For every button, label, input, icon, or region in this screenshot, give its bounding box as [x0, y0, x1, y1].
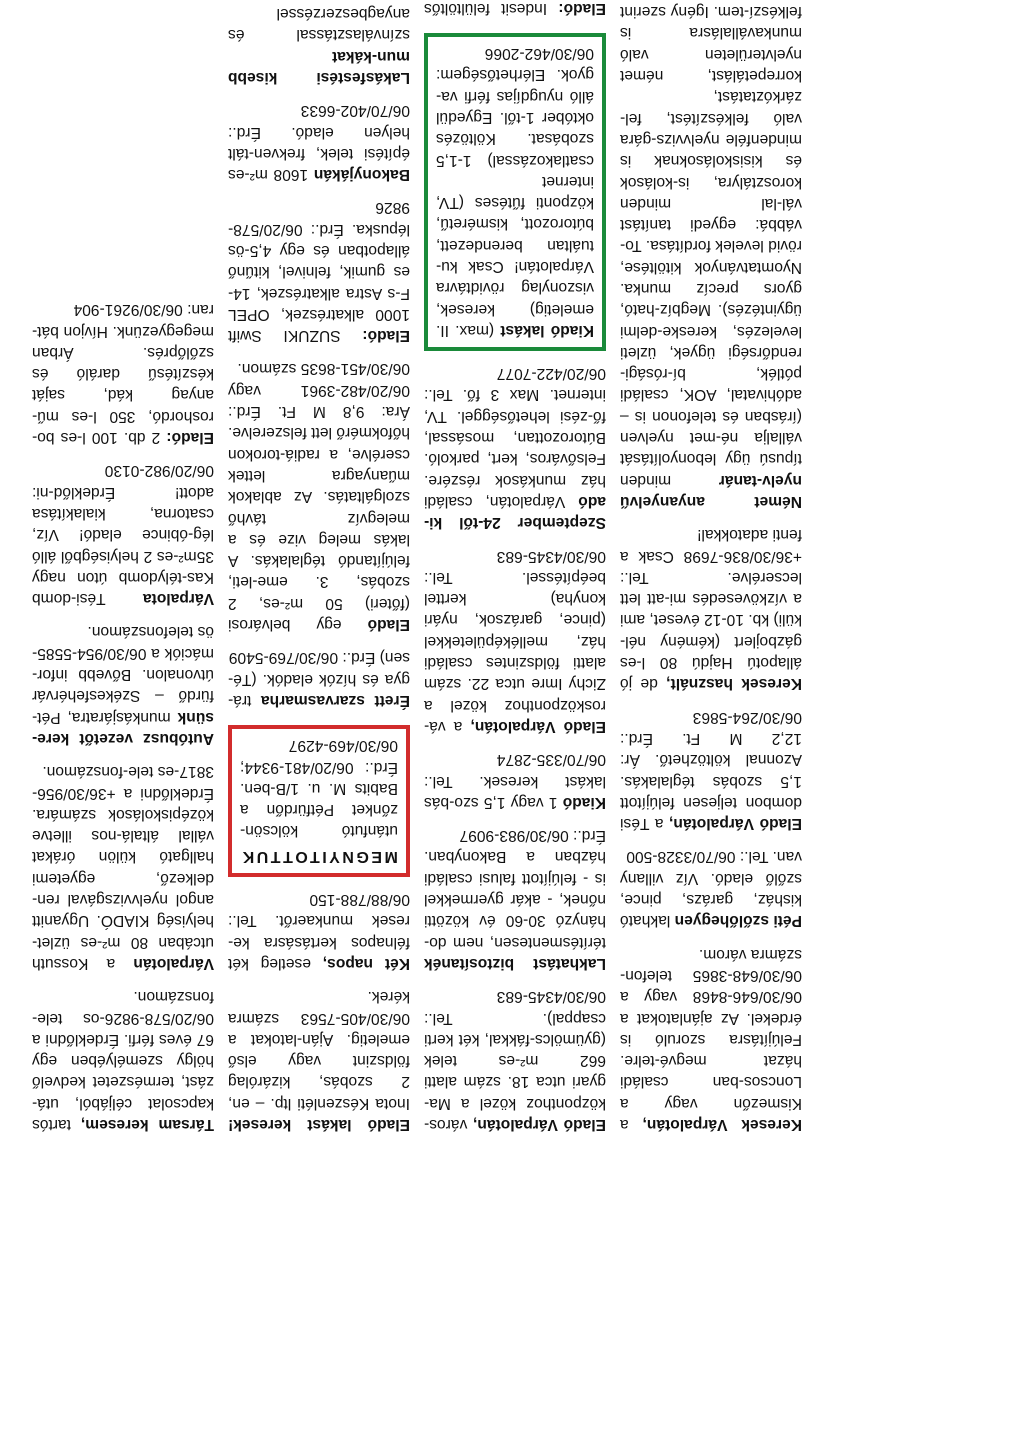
ad-text: város-központhoz közel a Ma-gyari utca 18. szám alatti 662 m²-es telek (gyümölcs-fákkal, két kerti csappal). Tel.: 06/30/4345-683 [424, 988, 606, 1133]
ad-item [32, 460, 214, 609]
ad-text: SUZUKI Swift 1000 alkatrészek, OPEL F-s Astra alkatrészek, 14-es gumik, felnivel, kitűnő állapotban és egy 4,5-ös lépuska. Érd.: 06/20/578-9826 [228, 199, 410, 345]
ad-text: a vá-rosközponthoz közel a Zichy Imre utca 22. szám alatti földszintes családi ház, melléképületekkel (pince, garázsok, nyári konyha) kerttel beépítéssel. Tel.: 06/30/4345-683 [423, 547, 606, 735]
ad-title: Kiadó lakást [500, 321, 594, 339]
ad-title: Eladó: [558, 0, 606, 17]
ad-title: Két napos, [322, 954, 410, 972]
ad-item [32, 299, 214, 448]
ad-title: Péti szőlőhegyen [674, 912, 802, 930]
ad-item [620, 0, 802, 512]
ad-text: Inota Készenléti ltp. – en, 2 szobás, kizárólag földszint vagy első emeletig. Aján-latokat a 06/30/405-7563 számra kérek. [228, 988, 410, 1112]
ad-title: Eladó: [362, 327, 410, 345]
ad-text: Indesit felültöltős [424, 0, 548, 17]
ad-title: Várpalota [142, 590, 214, 608]
ad-item [424, 545, 606, 737]
ad-text: Tési-domb Kas-télydomb úton nagy 35m²-es 2 helyiségből álló lég-óbince eladó! Víz, csatorna, kialakítása adott! Érdeklőd-ni: 06/20/982-0130 [32, 462, 214, 608]
ad-text: 1 vagy 1,5 szo-bás lakást keresek. Tel.: 06/70/335-2874 [424, 751, 606, 811]
ad-item [228, 358, 410, 635]
ad-item [424, 363, 606, 533]
ad-title: Autóbusz vezetőt kere-sünk [32, 708, 214, 747]
ad-title: Kiadó [562, 793, 606, 811]
ad-text: minden típusú ügy lebonyolítását vállalja né-met nyelven (írásban és telefonon is – adóhivatal, AOK, családi pótlék, bí-rósági-rendőrségi ügyek, üzleti levelezés, kereske-delmi ügyintézés). Megbíz-ható, gyors precíz munka. Nyomtatványok kitöltése, rövid levelek fordítása. To-vábbá: egyedi tanítást vál-lal minden korosztályra, is-kolások és kisiskolásoknak is mindenféle nyelvvizs-gára való felkészítést, fel-zárkóztatást, korrepetálást, német nyelvterületen való munkavállalásra is felkészí-tem. Igény szerint [620, 3, 802, 489]
ad-item [228, 197, 410, 346]
ad-column-1 [620, 0, 802, 1135]
ad-item [424, 749, 606, 813]
ad-column-2 [424, 0, 606, 1135]
framed-ad-red [228, 725, 410, 877]
ad-text: színválasztással és anyagbeszerzéssel [228, 5, 410, 44]
ad-item [620, 943, 802, 1135]
ad-text: lakható kisház, garázs, pince, szőlő eladó. Víz villany van. Tel.: 06/70/3328-500 [619, 848, 802, 930]
ad-title: Bakonyjákán [313, 166, 410, 184]
ad-text: utánfutó kölcsön-zőnket Pétfürdőn a Babits M. u. 1/B-ben. Érd.: 06/20/481-9344; 06/30/469-4297 [240, 737, 398, 840]
ad-item [424, 0, 606, 19]
ad-title: Szeptember 24-től ki-adó [424, 492, 606, 532]
ad-item [424, 825, 606, 974]
ad-title: Keresek használt, [666, 675, 802, 693]
ad-item [620, 706, 802, 834]
framed-ad-green [424, 33, 606, 351]
ad-text: trá-gya és hízók eladók. (Té-sen) Érd.: 06/30/769-5409 [228, 649, 410, 709]
ad-item [620, 846, 802, 931]
ad-item [620, 524, 802, 694]
ad-title: Eladó [367, 616, 410, 634]
ad-text: munkásjáratra, Pét-fürdő – Székesfehérvár útvonalon. Bővebb infor-mációk a 06/30/954-5585-ös telefonszámon. [32, 623, 214, 726]
ad-text: a Tési dombon teljesen felújított 1,5 szobás téglalakás. Azonnal költözhető. Ár: 12,2 M Ft. Érd.: 06/30/264-5863 [620, 708, 802, 833]
ad-text: a Kismezőn vagy a Loncsos-ban családi házat megvé-telre. Felújításra szoruló is érdekel. Az ajánlatokat a 06/30/646-8468 vagy a 06/30/648-3865 telefon-számra várom. [620, 945, 802, 1133]
ad-item [32, 986, 214, 1135]
ad-title: Társam keresem, [80, 1116, 214, 1133]
ad-text: egy belvárosi (főteri) 50 m²-es, 2 szobás, 3. eme-leti, felújítandó téglalakás. A lakás meleg vize és a melegvíz távhő szolgáltatás. Az ablakok műanyagra lettek cserélve, a radiá-torokon hőfokmérő lett felszerelve. Ára: 9,8 M Ft. Érd.: 06/20/482-3961 vagy 06/30/451-8635 számon. [227, 360, 410, 634]
ad-text: de jó állapotú Hajdú 80 l-es gázbojlert (kémény nél-küli) kb. 10-12 éveset, ami a vízkövesedés mi-att lett lecserélve. Tel.: +36/30/836-7698 Csak a fenti adatokkal! [619, 526, 802, 693]
ad-text: (max. II. emeletig) keresek, viszonylag rövidtávra Várpalotán! Csak ku-tuáltan berendezett, bútorozott, kisméretű, központi fűtéses (TV, internet csatlakozással) 1-1,5 szobásat. Költözés október 1-től. Egyedül álló nyugdíjas férfi va-gyok. Elérhetőségem: 06/30/462-2066 [436, 45, 594, 339]
ad-title: Érett szarvasmarha [260, 691, 410, 709]
ad-title: Lakhatást biztosítanék [424, 954, 606, 972]
ad-title: Eladó: [166, 429, 214, 447]
ad-item [424, 986, 606, 1135]
ad-text: tartós kapcsolat céljából, utá-zást, természetet kedvelő hölgy személyében egy 67 éves férfi. Érdeklődni a 06/20/578-9826-os tele-fonszámon. [32, 988, 214, 1133]
ad-text: a Kossuth utcában 80 m²-es üzlet-helyiség KIADÓ. Ugyanitt angol nyelvvizsgával ren-delkező, egyetemi hallgató külön órákat vállal általá-nos illetve középiskolások számára. Érdeklődni a +36/30/956-3817-es tele-fonszámon. [32, 763, 214, 972]
ad-text: 2 db. 100 l-es bo-roshordó, 350 l-es mű-anyag kád, saját készítésű daráló és szőlőprés. Árban megegyezünk. Hívjon bát-ran: 06/30/9261-904 [32, 301, 214, 447]
ad-text: 1608 m²-es építési telek, frekven-tált helyen eladó. Érd.: 06/70/402-6633 [228, 102, 410, 184]
ad-title: Eladó Várpalotán, [472, 1116, 606, 1133]
ad-item [228, 0, 410, 88]
ad-item [228, 647, 410, 711]
ad-text: térítésmentesen, nem do-hányzó 30-60 év közötti nőnek, - akár gyermekkel is - felújított falusi családi házban a Bakonyban. Érd.: 06/30/983-9097 [424, 827, 606, 951]
ad-title: Eladó Várpalotán, [470, 717, 606, 735]
ad-item [228, 100, 410, 185]
ad-title: Keresek Várpalotán, [642, 1116, 802, 1133]
ad-title: Eladó lakást keresek! [228, 1116, 410, 1133]
notice-heading: MEGNYITOTTUK [240, 847, 398, 865]
ad-column-3 [228, 0, 410, 1135]
ad-column-4 [32, 287, 214, 1135]
ad-text: esetleg két félnapos kertásásra ke-resek munkaerőt. Tel.: 06/88/788-150 [228, 891, 410, 972]
ad-title: Német anyanyelvű nyelv-tanár [620, 471, 802, 510]
ad-item [228, 986, 410, 1135]
ad-item [32, 761, 214, 974]
ad-title: Eladó Várpalotán, [669, 815, 802, 833]
ad-text: Várpalotán, családi ház munkások részére. Felsőváros, kert, parkoló. Bútorozottan, mosással, fő-zési lehetőséggel. TV, internet. Max 3 fő. Tel.: 06/20/422-7077 [424, 365, 606, 510]
ad-title: Várpalotán [133, 954, 214, 972]
ad-item [228, 889, 410, 974]
ad-item [32, 621, 214, 749]
ad-title: Lakásfestési kisebb mun-kákat [228, 47, 410, 86]
